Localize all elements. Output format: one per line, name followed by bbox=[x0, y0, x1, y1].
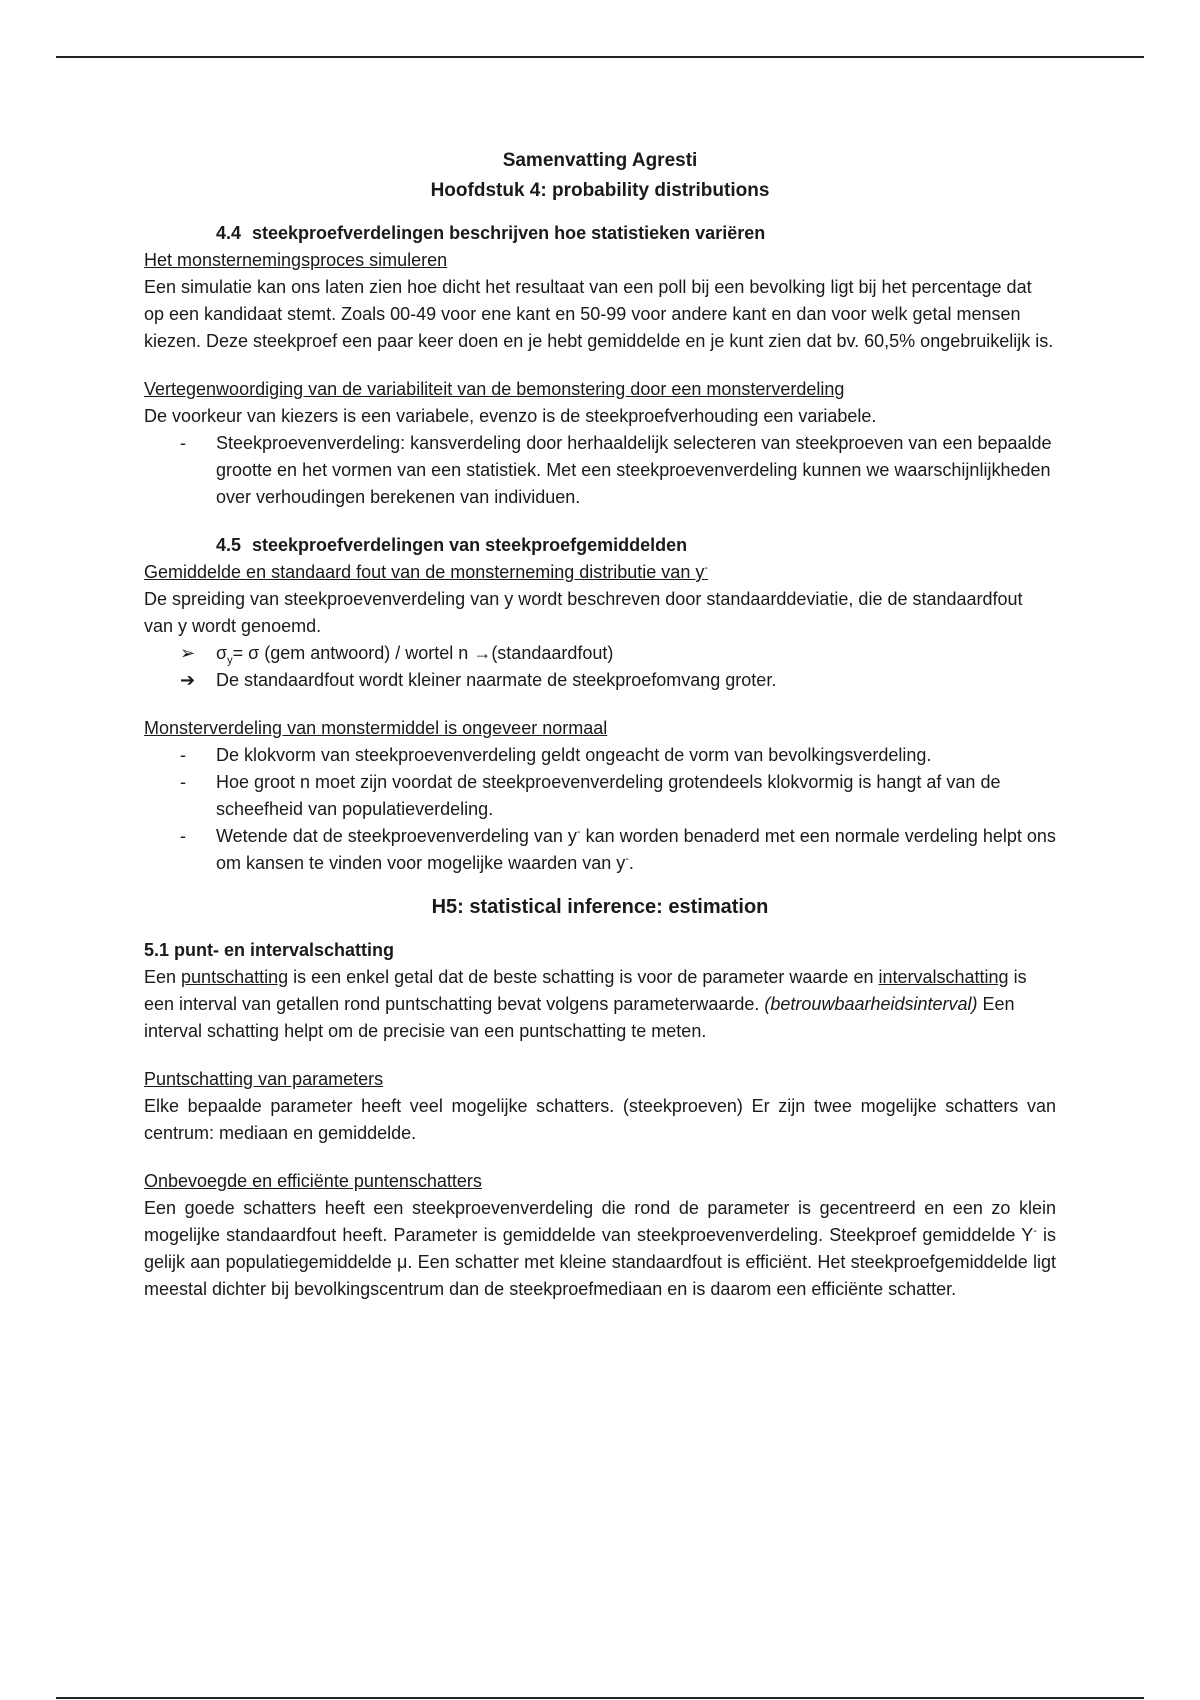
section-5-1-heading: 5.1 punt- en intervalschatting bbox=[144, 940, 395, 960]
arrowhead-bullet-icon: ➢ bbox=[180, 643, 196, 663]
sigma-subscript: y bbox=[227, 654, 233, 667]
list-item-text: De standaardfout wordt kleiner naarmate de steekproefomvang groter. bbox=[216, 670, 777, 690]
bar-mark: - bbox=[1033, 1225, 1037, 1237]
paragraph-spread: De spreiding van steekproevenverdeling van y wordt beschreven door standaarddeviatie, die de standaardfout van y wordt genoemd. bbox=[144, 589, 1023, 636]
text-part: Wetende dat de steekproevenverdeling van y bbox=[216, 826, 577, 846]
bullet-list-4-5 bbox=[144, 742, 1056, 877]
list-item bbox=[144, 769, 1056, 823]
section-4-5-heading bbox=[144, 532, 1056, 559]
text-part: Een interval schatting helpt om de precisie van een puntschatting te meten. bbox=[144, 994, 1015, 1041]
list-item-text: Steekproevenverdeling: kansverdeling door herhaaldelijk selecteren van steekproeven van een bepaalde grootte en het vormen van een statistiek. Met een steekproevenverdeling kunnen we waarschijnlijkheden over verhoudingen berekenen van individuen. bbox=[216, 433, 1052, 507]
section-title: steekproefverdelingen van steekproefgemiddelden bbox=[252, 535, 688, 555]
text-part: is gelijk aan populatiegemiddelde μ. Een schatter met kleine standaardfout is efficiënt. Het steekproefgemiddelde ligt meestal dichter bij bevolkingscentrum dan de steekproefmediaan en is daarom een efficiënte schatter. bbox=[144, 1225, 1057, 1299]
bullet-marker: - bbox=[180, 433, 186, 453]
bar-mark: - bbox=[625, 853, 629, 865]
text-part: . bbox=[628, 853, 634, 873]
section-number: 4.5 bbox=[216, 535, 242, 555]
subheading-normal: Monsterverdeling van monstermiddel is ongeveer normaal bbox=[144, 718, 608, 738]
term-puntschatting: puntschatting bbox=[181, 967, 289, 987]
bar-mark: - bbox=[704, 562, 709, 574]
paragraph-simulate: Een simulatie kan ons laten zien hoe dicht het resultaat van een poll bij een bevolking ligt bij het percentage dat op een kandidaat stemt. Zoals 00-49 voor ene kant en 50-99 voor andere kant en dan voor welk getal mensen kiezen. Deze steekproef een paar keer doen en je hebt gemiddelde en je kunt zien dat bv. 60,5% ongebruikelijk is. bbox=[144, 277, 1054, 351]
bar-mark: - bbox=[576, 826, 581, 838]
subheading-efficient-estimators: Onbevoegde en efficiënte puntenschatters bbox=[144, 1171, 482, 1191]
formula-text: = σ (gem antwoord) / wortel n →(standaardfout) bbox=[232, 643, 614, 663]
paragraph-point-estimation: Elke bepaalde parameter heeft veel mogelijke schatters. (steekproeven) Er zijn twee mogelijke schatters van centrum: mediaan en gemiddelde. bbox=[144, 1096, 1056, 1143]
paragraph-estimation bbox=[144, 964, 1056, 1045]
sigma-symbol: σ bbox=[216, 643, 228, 663]
text-part: Een goede schatters heeft een steekproevenverdeling die rond de parameter is gecentreerd en een zo klein mogelijke standaardfout heeft. Parameter is gemiddelde van steekproevenverdeling. Steekproef gemiddelde Y bbox=[144, 1198, 1056, 1245]
text-part: is een enkel getal dat de beste schatting is voor de parameter waarde en bbox=[288, 967, 879, 987]
title-line-2: Hoofdstuk 4: probability distributions bbox=[430, 180, 770, 201]
header-rule bbox=[56, 56, 1144, 58]
title-line-1: Samenvatting Agresti bbox=[502, 150, 698, 171]
document-title bbox=[144, 146, 1056, 206]
text-part: is een interval van getallen rond puntschatting bevat volgens parameterwaarde. bbox=[144, 967, 1027, 1014]
footer-rule bbox=[56, 1697, 1144, 1699]
subheading-standard-error bbox=[144, 559, 1056, 586]
bullet-list-4-4 bbox=[144, 430, 1056, 511]
text-part: Een bbox=[144, 967, 182, 987]
list-item bbox=[144, 430, 1056, 511]
document-body bbox=[144, 146, 1056, 1303]
paragraph-variability: De voorkeur van kiezers is een variabele, evenzo is de steekproefverhouding een variabele. bbox=[144, 406, 877, 426]
bullet-marker: - bbox=[180, 745, 186, 765]
term-intervalschatting: intervalschatting bbox=[878, 967, 1009, 987]
section-4-4-heading bbox=[144, 220, 1056, 247]
term-betrouwbaarheidsinterval: (betrouwbaarheidsinterval) bbox=[764, 994, 978, 1014]
list-item-text: Hoe groot n moet zijn voordat de steekproevenverdeling grotendeels klokvormig is hangt af van de scheefheid van populatieverdeling. bbox=[216, 772, 1001, 819]
list-item-text bbox=[216, 826, 1056, 873]
subheading-text: Gemiddelde en standaard fout van de monsterneming distributie van y bbox=[144, 562, 705, 582]
list-item-text: De klokvorm van steekproevenverdeling geldt ongeacht de vorm van bevolkingsverdeling. bbox=[216, 745, 932, 765]
bullet-marker: - bbox=[180, 826, 186, 846]
subheading-variability: Vertegenwoordiging van de variabiliteit van de bemonstering door een monsterverdeling bbox=[144, 379, 845, 399]
arrow-list bbox=[144, 640, 1056, 694]
chapter-5-heading: H5: statistical inference: estimation bbox=[431, 896, 769, 918]
subheading-point-estimation: Puntschatting van parameters bbox=[144, 1069, 384, 1089]
section-number: 4.4 bbox=[216, 223, 242, 243]
section-title: steekproefverdelingen beschrijven hoe statistieken variëren bbox=[252, 223, 766, 243]
bullet-marker: - bbox=[180, 772, 186, 792]
arrow-right-icon: ➔ bbox=[180, 670, 196, 690]
subheading-simulate: Het monsternemingsproces simuleren bbox=[144, 250, 448, 270]
paragraph-efficient-estimators bbox=[144, 1195, 1056, 1303]
text-part: kan worden benaderd met een normale verdeling helpt ons om kansen te vinden voor mogelijke waarden van y bbox=[216, 826, 1056, 873]
list-item bbox=[144, 667, 1056, 694]
list-item bbox=[144, 742, 1056, 769]
list-item bbox=[144, 823, 1056, 877]
list-item bbox=[144, 640, 1056, 667]
